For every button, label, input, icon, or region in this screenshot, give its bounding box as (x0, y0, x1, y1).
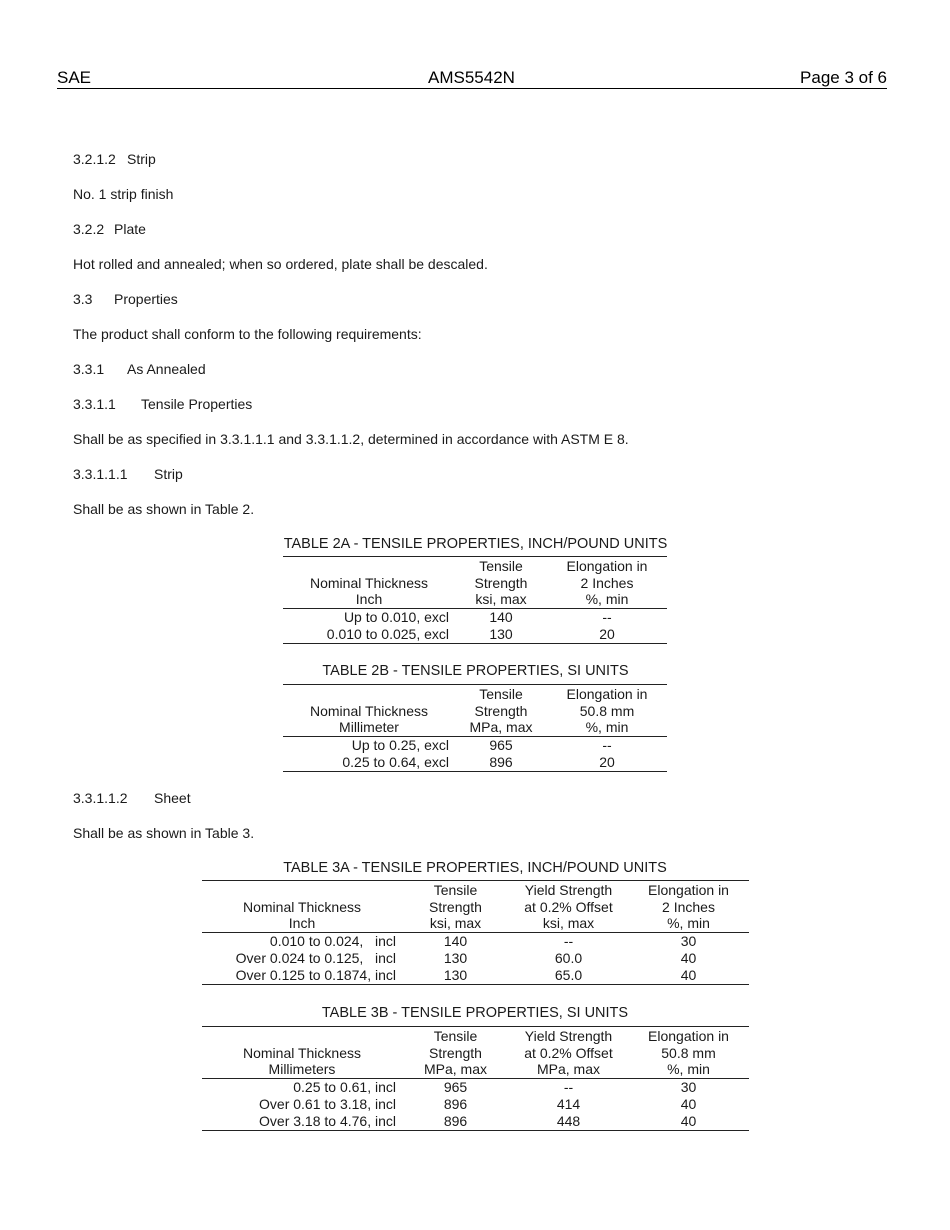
cell-thickness: Over 0.125 to 0.1874, incl (235, 967, 396, 983)
cell-elongation: -- (602, 609, 612, 625)
section-number: 3.3.1.1.2 (73, 790, 128, 806)
table-3b-caption: TABLE 3B - TENSILE PROPERTIES, SI UNITS (321, 1005, 629, 1021)
cell-thickness: 0.25 to 0.61, incl (293, 1079, 396, 1095)
table-row (283, 626, 667, 644)
cell-yield: -- (563, 1079, 574, 1095)
section-number: 3.3.1.1 (73, 396, 116, 412)
body-text: Hot rolled and annealed; when so ordered, plate shall be descaled. (73, 256, 488, 272)
section-title: Tensile Properties (141, 396, 253, 412)
table-row (283, 608, 667, 626)
section-title: Properties (114, 291, 178, 307)
section-number: 3.3.1.1.1 (73, 466, 128, 482)
section-title: Strip (154, 466, 183, 482)
cell-thickness: 0.010 to 0.025, excl (326, 626, 449, 642)
cell-tensile: 896 (489, 754, 513, 770)
body-text: The product shall conform to the following requirements: (73, 326, 422, 342)
cell-yield: 414 (556, 1096, 581, 1112)
section-title: As Annealed (127, 361, 206, 377)
table-3a-caption: TABLE 3A - TENSILE PROPERTIES, INCH/POUND UNITS (283, 860, 667, 876)
table-row (202, 1113, 749, 1131)
section-heading-3-3-1 (73, 361, 206, 377)
cell-thickness: Over 3.18 to 4.76, incl (259, 1113, 396, 1129)
cell-tensile: 965 (443, 1079, 468, 1095)
header-elongation: Elongation in 50.8 mm %, min (566, 686, 648, 735)
table-row (202, 967, 749, 985)
section-title: Sheet (154, 790, 191, 806)
header-page-number: Page 3 of 6 (800, 68, 887, 87)
table-2a (283, 556, 667, 644)
cell-yield: 60.0 (554, 950, 583, 966)
body-text: No. 1 strip finish (73, 186, 174, 202)
table-row (202, 950, 749, 967)
table-row (202, 1096, 749, 1113)
page-header (57, 68, 887, 89)
section-number: 3.3.1 (73, 361, 105, 377)
header-org: SAE (57, 68, 92, 87)
section-heading-3-3 (73, 291, 178, 307)
cell-elongation: 40 (680, 967, 697, 983)
section-heading-3-3-1-1-2 (73, 790, 191, 806)
cell-tensile: 130 (443, 967, 468, 983)
table-row (283, 754, 667, 772)
header-yield-strength: Yield Strength at 0.2% Offset MPa, max (524, 1028, 613, 1077)
cell-yield: -- (563, 933, 574, 949)
section-title: Strip (127, 151, 156, 167)
cell-thickness: Over 0.61 to 3.18, incl (259, 1096, 396, 1112)
cell-thickness: 0.25 to 0.64, excl (342, 754, 449, 770)
cell-tensile: 130 (443, 950, 468, 966)
cell-thickness: Up to 0.010, excl (343, 609, 449, 625)
section-number: 3.2.2 (73, 221, 105, 237)
table-row (202, 1078, 749, 1096)
table-3b (202, 1026, 749, 1131)
cell-tensile: 140 (443, 933, 468, 949)
header-nominal-thickness: Nominal Thickness Inch (309, 574, 428, 607)
section-title: Plate (114, 221, 146, 237)
section-number: 3.2.1.2 (73, 151, 116, 167)
cell-elongation: 40 (680, 950, 697, 966)
header-elongation: Elongation in 50.8 mm %, min (648, 1028, 729, 1077)
cell-yield: 448 (556, 1113, 581, 1129)
cell-tensile: 965 (489, 737, 513, 753)
cell-elongation: 40 (680, 1096, 697, 1112)
cell-tensile: 896 (443, 1113, 468, 1129)
cell-tensile: 896 (443, 1096, 468, 1112)
cell-tensile: 140 (489, 609, 513, 625)
header-tensile-strength: Tensile Strength ksi, max (474, 558, 528, 607)
cell-elongation: -- (602, 737, 612, 753)
table-2b-caption: TABLE 2B - TENSILE PROPERTIES, SI UNITS (322, 663, 629, 679)
table-row (202, 932, 749, 950)
cell-elongation: 20 (599, 754, 615, 770)
body-text: Shall be as shown in Table 2. (73, 501, 255, 517)
cell-elongation: 40 (680, 1113, 697, 1129)
section-heading-3-3-1-1-1 (73, 466, 183, 482)
cell-yield: 65.0 (554, 967, 583, 983)
header-elongation: Elongation in 2 Inches %, min (648, 882, 729, 931)
cell-elongation: 30 (680, 1079, 697, 1095)
table-2a-caption: TABLE 2A - TENSILE PROPERTIES, INCH/POUND UNITS (283, 536, 668, 552)
cell-thickness: 0.010 to 0.024, incl (269, 933, 396, 949)
header-nominal-thickness: Nominal Thickness Millimeter (309, 702, 428, 735)
header-nominal-thickness: Nominal Thickness Inch (242, 898, 361, 931)
body-text: Shall be as shown in Table 3. (73, 825, 255, 841)
section-heading-3-3-1-1 (73, 396, 252, 412)
table-3a (202, 880, 749, 985)
section-number: 3.3 (73, 291, 93, 307)
cell-thickness: Up to 0.25, excl (351, 737, 449, 753)
header-nominal-thickness: Nominal Thickness Millimeters (242, 1044, 361, 1077)
body-text: Shall be as specified in 3.3.1.1.1 and 3.3.1.1.2, determined in accordance with ASTM E 8. (73, 431, 629, 447)
table-2b (283, 684, 667, 772)
header-tensile-strength: Tensile Strength MPa, max (423, 1028, 487, 1077)
section-heading-3-2-1-2 (73, 151, 156, 167)
header-tensile-strength: Tensile Strength MPa, max (469, 686, 533, 735)
cell-elongation: 20 (599, 626, 615, 642)
cell-thickness: Over 0.024 to 0.125, incl (235, 950, 396, 966)
cell-tensile: 130 (489, 626, 513, 642)
header-doc-number: AMS5542N (428, 68, 515, 87)
header-tensile-strength: Tensile Strength ksi, max (429, 882, 482, 931)
section-heading-3-2-2 (73, 221, 146, 237)
cell-elongation: 30 (680, 933, 697, 949)
header-elongation: Elongation in 2 Inches %, min (566, 558, 648, 607)
table-row (283, 736, 667, 754)
header-yield-strength: Yield Strength at 0.2% Offset ksi, max (524, 882, 613, 931)
